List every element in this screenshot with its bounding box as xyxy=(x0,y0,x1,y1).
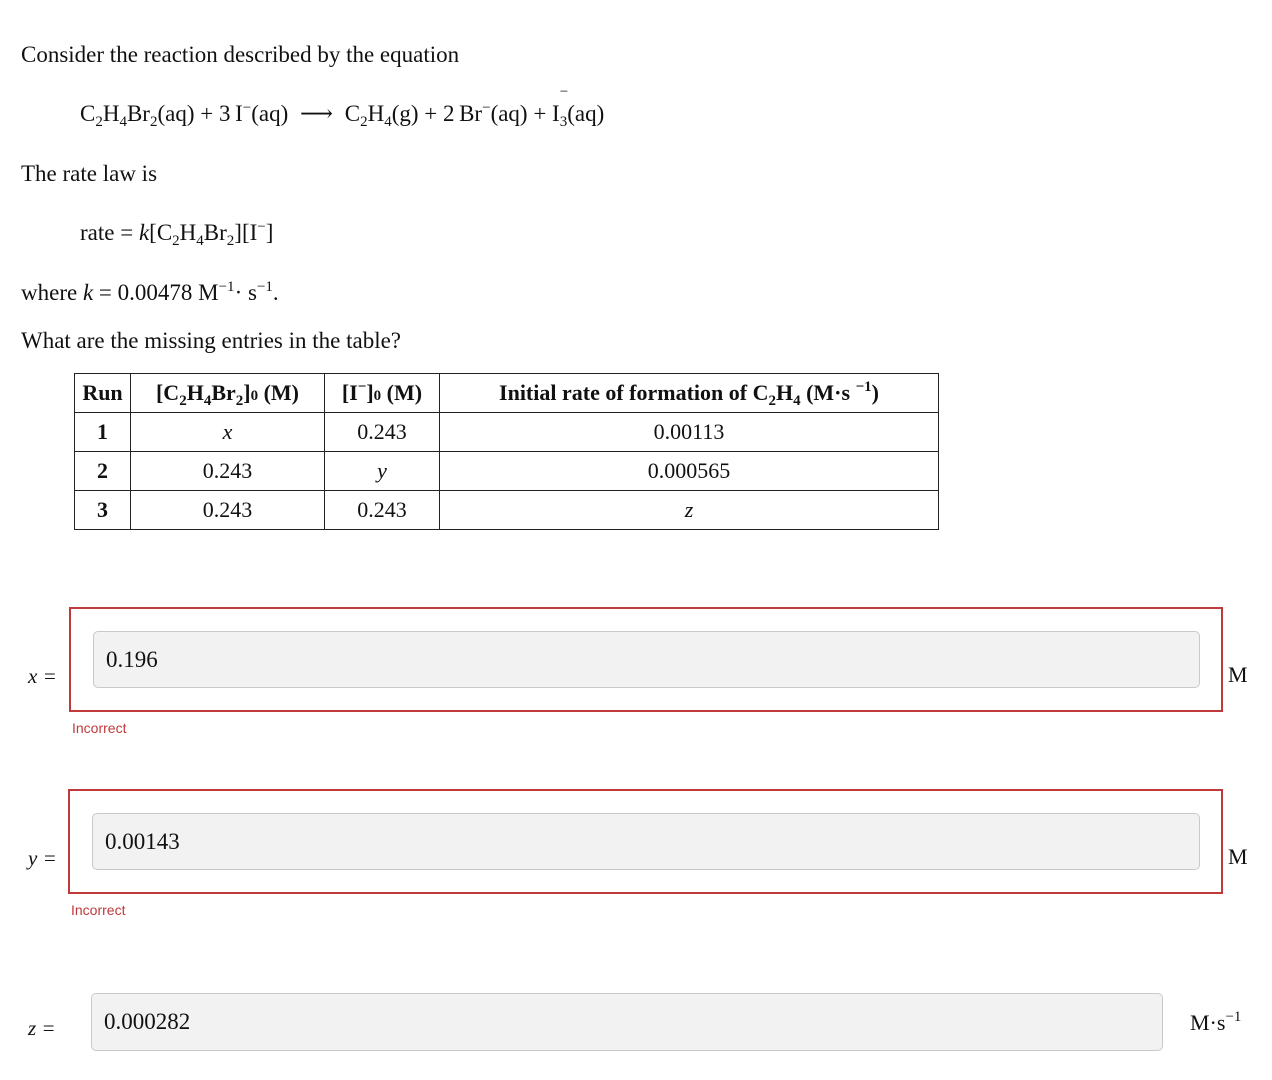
equation-products: $C_2H_4(g) + 2$ Br−(aq) + I $_{- 3}$(aq) xyxy=(344,84,605,130)
answer-z-label: z = xyxy=(28,1016,56,1040)
answer-x-unit: M xyxy=(1228,662,1248,687)
rate-law-intro: The rate law is xyxy=(21,161,158,186)
cell-rate: 0.00113 xyxy=(440,413,939,452)
cell-iodide: 0.243 xyxy=(325,413,440,452)
question-text: What are the missing entries in the table? xyxy=(21,328,402,353)
answer-y-input[interactable] xyxy=(92,813,1200,870)
reaction-equation xyxy=(80,84,605,130)
answer-y-unit: M xyxy=(1228,844,1248,869)
header-iodide: [I−]0 (M) xyxy=(325,374,440,413)
k-unit: $M^{-1}\cdot s^{-1}$. xyxy=(198,279,279,305)
intro-text: Consider the reaction described by the equation xyxy=(21,42,460,67)
table-header-row xyxy=(75,374,939,413)
cell-run: 1 xyxy=(75,413,131,452)
cell-c2h4br2: x xyxy=(131,413,325,452)
k-symbol: k xyxy=(82,280,94,305)
table-row xyxy=(75,452,939,491)
cell-c2h4br2: 0.243 xyxy=(131,452,325,491)
cell-iodide: y xyxy=(325,452,440,491)
header-rate: Initial rate of formation of $C_2H_4$ (M·s $^{-1}$) xyxy=(440,374,939,413)
table-row xyxy=(75,413,939,452)
rate-law-equation: rate = $k[C_2H_4Br_2][I^-]$ xyxy=(80,219,274,249)
reaction-arrow-icon: ⟶ xyxy=(299,101,333,126)
answer-z-input[interactable] xyxy=(91,993,1163,1051)
table-row xyxy=(75,491,939,530)
cell-rate: z xyxy=(440,491,939,530)
header-run: Run xyxy=(75,374,131,413)
k-value: 0.00478 xyxy=(117,280,193,305)
answer-x-label: x = xyxy=(28,664,57,688)
cell-run: 3 xyxy=(75,491,131,530)
answer-y-label: y = xyxy=(28,846,57,870)
answer-z-unit: $M\cdot s^{-1}$ xyxy=(1190,1009,1242,1035)
cell-run: 2 xyxy=(75,452,131,491)
k-equals: = xyxy=(98,280,112,305)
answer-y-feedback: Incorrect xyxy=(71,902,126,918)
k-prefix: where xyxy=(21,280,78,305)
data-table xyxy=(74,373,939,530)
cell-rate: 0.000565 xyxy=(440,452,939,491)
cell-c2h4br2: 0.243 xyxy=(131,491,325,530)
cell-iodide: 0.243 xyxy=(325,491,440,530)
answer-x-input[interactable] xyxy=(93,631,1200,688)
equation-reactants: $C_2H_4Br_2(aq) + 3$ I−(aq) xyxy=(80,100,289,130)
rate-constant-statement xyxy=(21,280,279,306)
header-c2h4br2: $[C_2H_4Br_2]0$ (M) xyxy=(131,374,325,413)
answer-x-feedback: Incorrect xyxy=(72,720,127,736)
